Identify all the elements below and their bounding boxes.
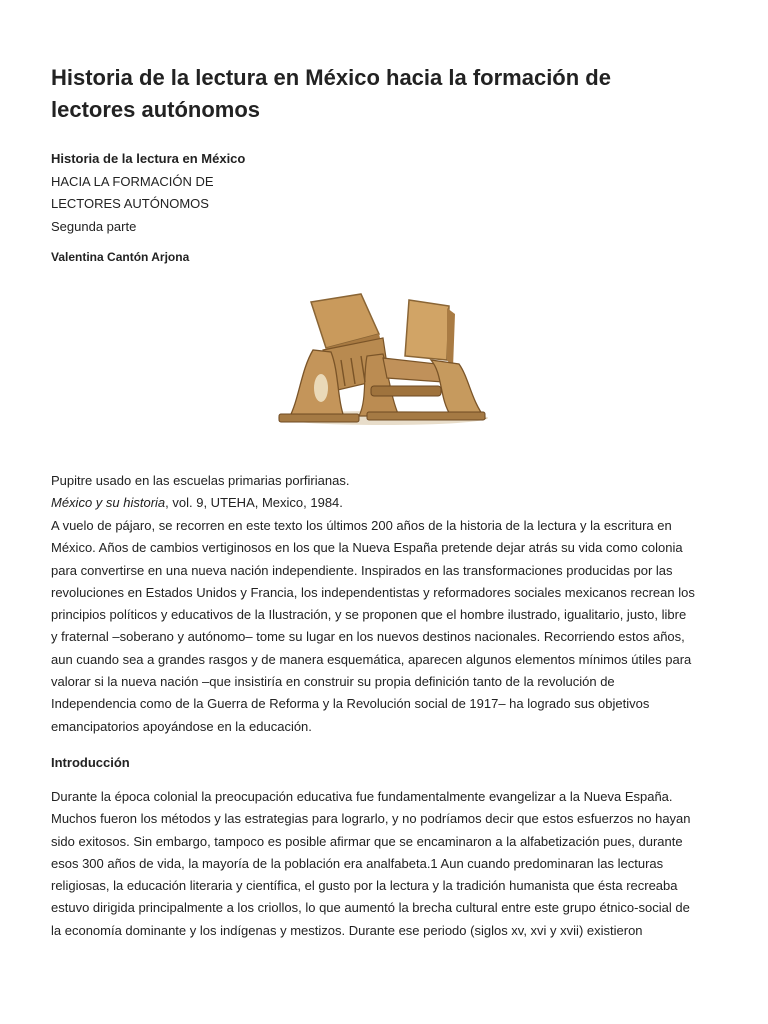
section-heading: Introducción	[51, 755, 130, 770]
paragraph-line: la economía dominante y los indígenas y mestizos. Durante ese periodo (siglos xv, xvi y xvii) existieron	[51, 922, 643, 938]
paragraph-line: sido exitosos. Sin embargo, tampoco es posible afirmar que se encaminaron a la alfabetización pues, durante	[51, 833, 683, 849]
paragraph-line: Independencia como de la Guerra de Reforma y la Revolución social de 1917– ha logrado sus objetivos	[51, 696, 650, 712]
subhead-bold-line: Historia de la lectura en México	[51, 151, 246, 166]
title-line: Historia de la lectura en México hacia la formación de	[51, 65, 611, 90]
paragraph-line: esos 300 años de vida, la mayoría de la población era analfabeta.1 Aun cuando predominaran las lecturas	[51, 855, 664, 871]
paragraph-line: y fraternal –soberano y autónomo– tome su lugar en los nuevos destinos nacionales. Recorriendo estos años,	[51, 629, 685, 645]
caption-source-line	[51, 492, 721, 514]
paragraph-line: religiosas, la educación literaria y científica, el gusto por la lectura y la tradición humanista que ésta recreaba	[51, 878, 678, 894]
paragraph-line: emancipatorios apoyándose en la educación.	[51, 718, 312, 734]
author-name: Valentina Cantón Arjona	[51, 250, 190, 264]
paragraph-line: estuvo dirigida principalmente a los criollos, lo que aumentó la brecha cultural entre este grupo étnico-social de	[51, 900, 690, 916]
paragraph-line: Muchos fueron los métodos y las estrategias para lograrlo, y no podríamos decir que estos esfuerzos no hayan	[51, 811, 691, 827]
caption-source-details: , vol. 9, UTEHA, Mexico, 1984.	[165, 495, 343, 511]
wooden-school-desk-image	[271, 290, 491, 455]
paragraph-line: México. Años de cambios vertiginosos en los que la Nueva España pretende dejar atrás su vida como colonia	[51, 540, 683, 556]
paragraph-line: A vuelo de pájaro, se recorren en este texto los últimos 200 años de la historia de la lectura y la escritura en	[51, 518, 672, 533]
subhead-line: HACIA LA FORMACIÓN DE	[51, 173, 214, 189]
intro-paragraph	[51, 515, 721, 738]
caption-line: Pupitre usado en las escuelas primarias porfirianas.	[51, 473, 350, 488]
body-paragraph	[51, 786, 721, 942]
document-title	[51, 62, 721, 126]
paragraph-line: para convertirse en una nueva nación independiente. Inspirados en las transformaciones producidas por las	[51, 562, 673, 578]
paragraph-line: Durante la época colonial la preocupación educativa fue fundamentalmente evangelizar a la Nueva España.	[51, 789, 673, 804]
desk-illustration-icon	[271, 290, 491, 455]
subhead-line: Segunda parte	[51, 218, 137, 234]
caption-source-title: México y su historia	[51, 495, 166, 511]
paragraph-line: principios políticos y educativos de la Ilustración, y se proponen que el hombre ilustrado, igualitario, justo, libre	[51, 607, 687, 623]
subhead-line: LECTORES AUTÓNOMOS	[51, 196, 209, 211]
paragraph-line: valorar si la nueva nación –que insistiría en construir su propia definición tanto de la revolución de	[51, 674, 615, 690]
figure-caption	[51, 470, 721, 515]
subhead-block	[51, 148, 245, 238]
paragraph-line: revoluciones en Estados Unidos y Francia, los independentistas y reformadores sociales mexicanos recrean los	[51, 584, 695, 600]
paragraph-line: aun cuando sea a grandes rasgos y de manera esquemática, aparecen algunos elementos mínimos útiles para	[51, 651, 692, 667]
title-line: lectores autónomos	[51, 97, 261, 122]
